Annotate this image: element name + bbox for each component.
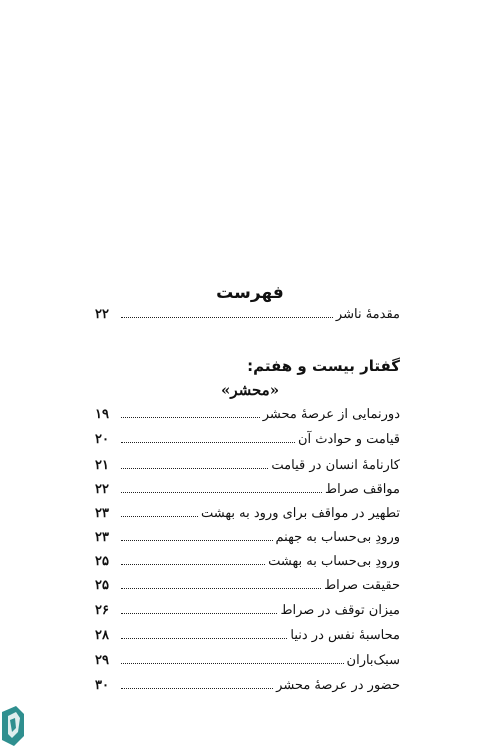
dot-leader bbox=[121, 588, 321, 589]
toc-entry-label: حضور در عرصهٔ محشر bbox=[276, 678, 400, 693]
toc-entry-label: قیامت و حوادث آن bbox=[297, 432, 400, 447]
toc-entry-label: کارنامهٔ انسان در قیامت bbox=[271, 458, 400, 473]
toc-entry-label: ورودِ بی‌حساب به جهنم bbox=[275, 530, 400, 545]
toc-entry-label: محاسبهٔ نفس در دنیا bbox=[290, 628, 400, 643]
dot-leader bbox=[121, 663, 344, 664]
toc-entry-label: حقیقت صراط bbox=[324, 578, 400, 593]
toc-entry-label: تطهیر در مواقف برای ورود به بهشت bbox=[201, 506, 400, 521]
toc-entry-label: سبک‌باران bbox=[346, 653, 400, 668]
dot-leader bbox=[121, 442, 295, 443]
toc-row bbox=[95, 551, 400, 569]
toc-entry-label: مقدمهٔ ناشر bbox=[335, 307, 400, 322]
toc-page-number: ۱۹ bbox=[95, 407, 109, 422]
section-heading: گفتار بیست و هفتم: bbox=[247, 357, 400, 375]
toc-row bbox=[95, 429, 400, 447]
toc-page-number: ۳۰ bbox=[95, 678, 109, 693]
toc-page-number: ۲۵ bbox=[95, 554, 109, 569]
toc-page-number: ۲۳ bbox=[95, 506, 109, 521]
toc-page-number: ۲۹ bbox=[95, 653, 109, 668]
dot-leader bbox=[121, 516, 198, 517]
dot-leader bbox=[121, 688, 273, 689]
toc-row bbox=[95, 479, 400, 497]
toc-row bbox=[95, 600, 400, 618]
toc-row bbox=[95, 575, 400, 593]
toc-page-number: ۲۰ bbox=[95, 432, 109, 447]
toc-page-number: ۲۵ bbox=[95, 578, 109, 593]
toc-page-number: ۲۸ bbox=[95, 628, 109, 643]
toc-entry-label: ورودِ بی‌حساب به بهشت bbox=[268, 554, 400, 569]
toc-page-number: ۲۲ bbox=[95, 482, 109, 497]
toc-row bbox=[95, 503, 400, 521]
dot-leader bbox=[121, 468, 268, 469]
toc-row bbox=[95, 404, 400, 422]
toc-page-number: ۲۲ bbox=[95, 307, 109, 322]
toc-entry-label: مواقف صراط bbox=[325, 482, 400, 497]
toc-page-number: ۲۱ bbox=[95, 458, 109, 473]
toc-row bbox=[95, 625, 400, 643]
dot-leader bbox=[121, 417, 260, 418]
toc-row bbox=[95, 675, 400, 693]
toc-entry-label: میزان توقف در صراط bbox=[280, 603, 400, 618]
toc-page-number: ۲۶ bbox=[95, 603, 109, 618]
dot-leader bbox=[121, 317, 333, 318]
dot-leader bbox=[121, 613, 277, 614]
section-subtitle: «محشر» bbox=[220, 381, 280, 399]
dot-leader bbox=[121, 564, 265, 565]
publisher-logo-icon bbox=[0, 706, 28, 746]
toc-row-intro bbox=[95, 304, 400, 322]
toc-page-number: ۲۳ bbox=[95, 530, 109, 545]
toc-entry-label: دورنمایی از عرصهٔ محشر bbox=[262, 407, 400, 422]
dot-leader bbox=[121, 638, 287, 639]
toc-row bbox=[95, 650, 400, 668]
dot-leader bbox=[121, 492, 322, 493]
toc-row bbox=[95, 527, 400, 545]
page-title: فهرست bbox=[216, 283, 284, 303]
toc-row bbox=[95, 455, 400, 473]
dot-leader bbox=[121, 540, 273, 541]
